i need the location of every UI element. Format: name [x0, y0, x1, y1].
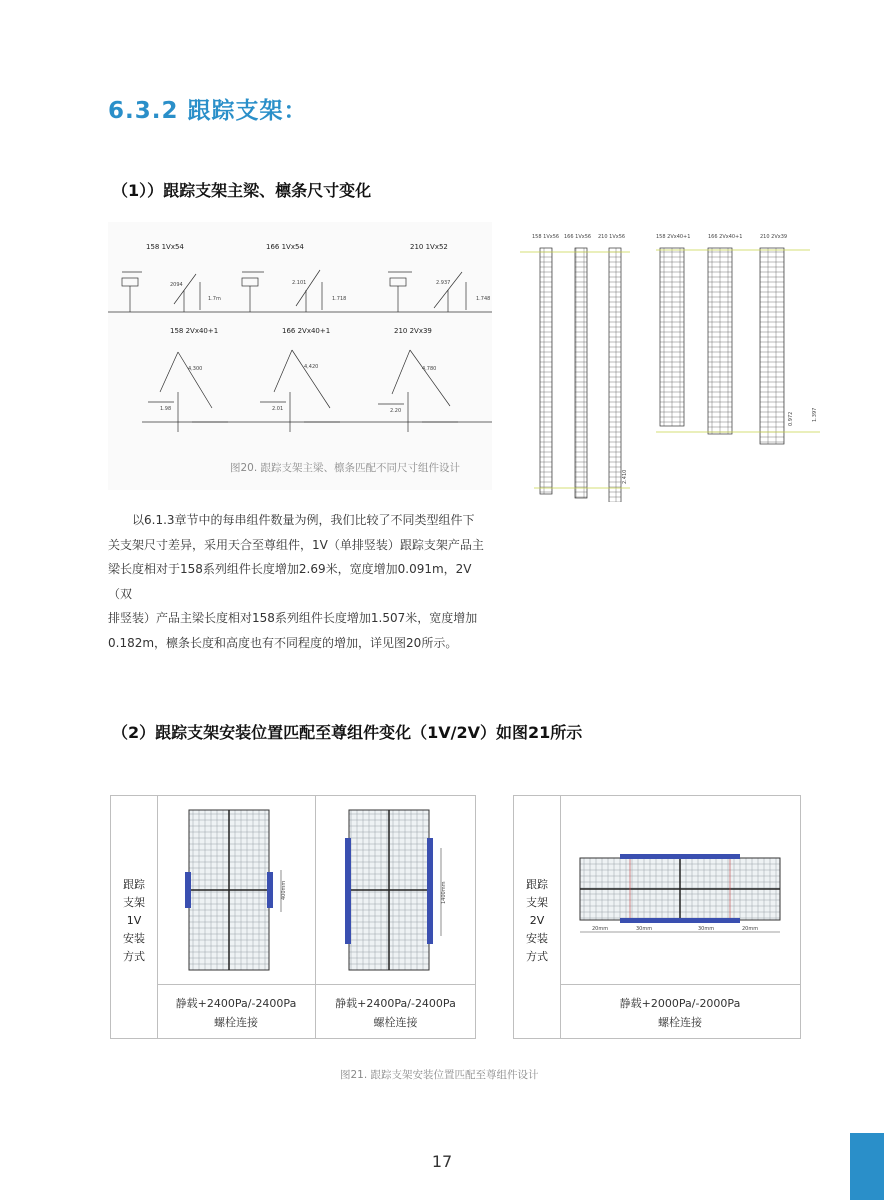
- fig20-right-2v-label-1: 158 2Vx40+1: [656, 234, 691, 240]
- body-line-2: 关支架尺寸差异，采用天合至尊组件，1V（单排竖装）跟踪支架产品主: [108, 537, 484, 552]
- svg-text:1.98: 1.98: [160, 406, 172, 412]
- svg-text:2.410: 2.410: [622, 469, 628, 484]
- fig21-2v-label: 跟踪 支架 2V 安装 方式: [526, 878, 548, 963]
- fig20-right-1v-label-1: 158 1Vx56: [532, 234, 560, 240]
- fig20-right-panel: [520, 222, 836, 502]
- body-line-5: 0.182m，檩条长度和高度也有不同程度的增加，详见图20所示。: [108, 635, 458, 650]
- svg-text:20mm: 20mm: [742, 926, 759, 932]
- svg-text:2.01: 2.01: [272, 406, 284, 412]
- svg-text:1400mm: 1400mm: [441, 881, 447, 904]
- tracker-1v-1: [122, 272, 200, 312]
- panel-2v-drawing: [572, 846, 788, 946]
- fig20-top-label-2: 166 1Vx54: [266, 243, 304, 251]
- tracker-2v-2: [260, 350, 340, 432]
- tracker-2v-3: [378, 350, 458, 432]
- fig20-right-2v-label-2: 166 2Vx40+1: [708, 234, 743, 240]
- tracker-2v-1: [148, 352, 228, 432]
- fig20-right-2v-label-3: 210 2Vx39: [760, 234, 788, 240]
- fig20-top-label-1: 158 1Vx54: [146, 243, 184, 251]
- panel-1v-drawing-2: [339, 808, 455, 974]
- page-edge-tab: [850, 1133, 884, 1200]
- svg-text:1.7m: 1.7m: [208, 296, 221, 302]
- fig20-top-label-3: 210 1Vx52: [410, 243, 448, 251]
- fig21-cell-3: 静载+2000Pa/-2000Pa 螺栓连接: [619, 997, 741, 1029]
- body-line-4: 排竖装）产品主梁长度相对158系列组件长度增加1.507米，宽度增加: [108, 611, 478, 625]
- page-number: 17: [431, 1152, 453, 1171]
- fig20-tracker-drawings: [108, 222, 492, 490]
- svg-text:2.937: 2.937: [436, 280, 451, 286]
- fig20-column-drawings: [520, 222, 836, 502]
- fig20-left-panel: [108, 222, 492, 490]
- svg-text:1.397: 1.397: [812, 407, 818, 422]
- fig21-cell-2: 静载+2400Pa/-2400Pa 螺栓连接: [335, 997, 456, 1029]
- svg-text:1.718: 1.718: [332, 296, 347, 302]
- fig20-right-1v-label-2: 166 1Vx56: [564, 234, 592, 240]
- fig21-caption: 图21. 跟踪支架安装位置匹配至尊组件设计: [340, 1069, 539, 1081]
- body-line-3: 梁长度相对于158系列组件长度增加2.69米，宽度增加0.091m，2V（双: [108, 562, 472, 601]
- body-line-1: 以6.1.3章节中的每串组件数量为例，我们比较了不同类型组件下: [132, 513, 475, 527]
- tracker-1v-3: [388, 272, 466, 312]
- svg-text:20mm: 20mm: [592, 926, 609, 932]
- tracker-1v-2: [242, 270, 322, 312]
- panel-1v-drawing-1: [181, 808, 297, 974]
- svg-text:4,420: 4,420: [304, 364, 319, 370]
- svg-text:1.748: 1.748: [476, 296, 491, 302]
- section-title: 6.3.2 跟踪支架：: [108, 98, 308, 124]
- fig21-2v-table: [513, 795, 801, 1039]
- fig20-caption: 图20. 跟踪支架主梁、檩条匹配不同尺寸组件设计: [230, 462, 461, 474]
- fig20-bottom-label-2: 166 2Vx40+1: [282, 327, 331, 335]
- svg-text:4,780: 4,780: [422, 366, 437, 372]
- svg-text:0.972: 0.972: [788, 411, 794, 426]
- fig20-right-1v-label-3: 210 1Vx56: [598, 234, 626, 240]
- svg-text:4,300: 4,300: [188, 366, 203, 372]
- fig21-1v-table: [110, 795, 476, 1039]
- svg-text:2.20: 2.20: [390, 408, 402, 414]
- body-paragraph: [108, 508, 488, 655]
- svg-text:2.101: 2.101: [292, 280, 307, 286]
- svg-text:30mm: 30mm: [636, 926, 653, 932]
- heading-1: （1））跟踪支架主梁、檩条尺寸变化: [112, 181, 372, 200]
- svg-text:2094: 2094: [170, 282, 183, 288]
- svg-text:30mm: 30mm: [698, 926, 715, 932]
- fig20-bottom-label-1: 158 2Vx40+1: [170, 327, 219, 335]
- fig20-bottom-label-3: 210 2Vx39: [394, 327, 432, 335]
- heading-2: （2）跟踪支架安装位置匹配至尊组件变化（1V/2V）如图21所示: [112, 723, 583, 742]
- svg-text:400mm: 400mm: [281, 880, 287, 900]
- fig21-1v-label: 跟踪 支架 1V 安装 方式: [123, 878, 145, 963]
- fig21-cell-1: 静载+2400Pa/-2400Pa 螺栓连接: [175, 997, 297, 1029]
